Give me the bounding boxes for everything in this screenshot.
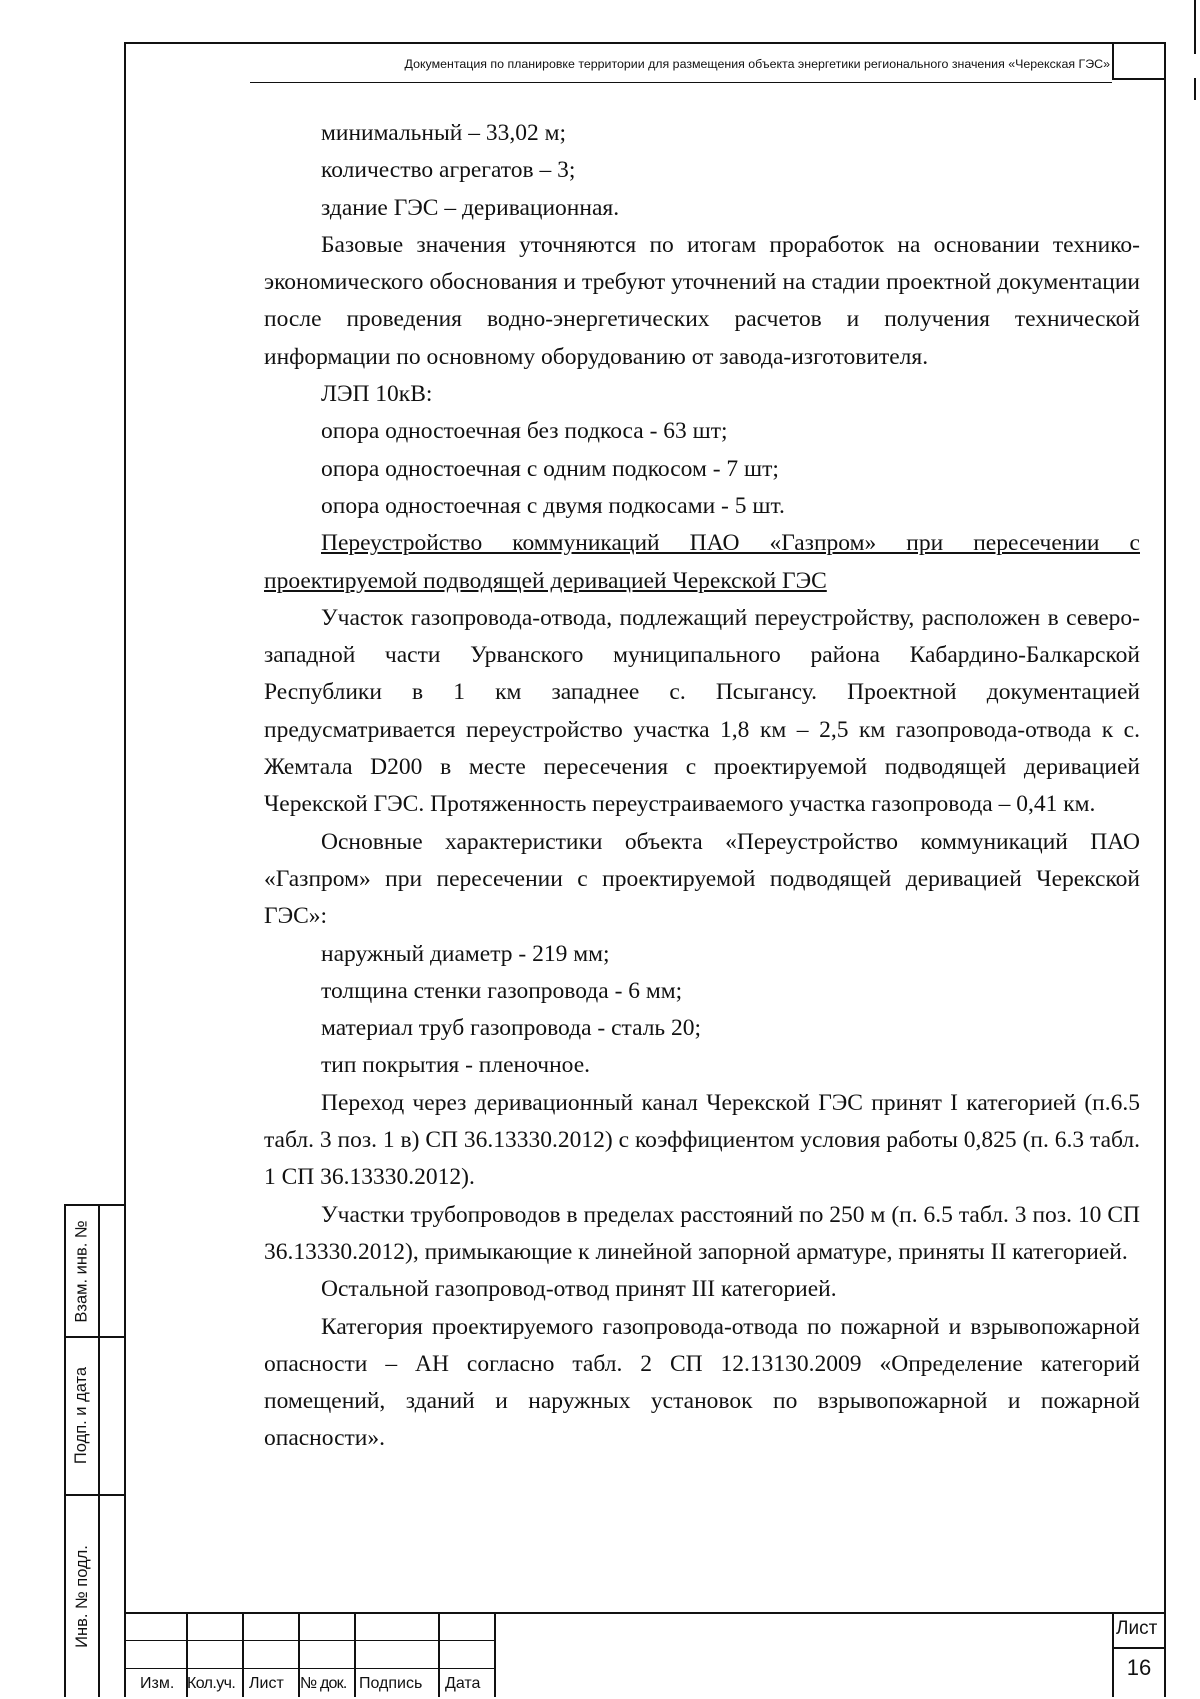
list-item: материал труб газопровода - сталь 20; bbox=[321, 1015, 702, 1042]
col-kol-uch: Кол.уч. bbox=[187, 1675, 236, 1692]
col-date: Дата bbox=[445, 1675, 481, 1692]
body-paragraph: Переход через деривационный канал Черекской ГЭС принят I категорией (п.6.5 табл. 3 поз. 1 в) СП 36.13330.2012) с коэффициентом условия работы 0,825 (п. 6.3 табл. 1 СП 36.13330.2012). bbox=[264, 1089, 1140, 1191]
body-paragraph: Базовые значения уточняются по итогам проработок на основании технико-экономического обоснования и требуют уточнений на стадии проектной документации после проведения водно-энергетических расчетов и получения технической информации по основному оборудованию от завода-изготовителя. bbox=[264, 231, 1140, 370]
title-block-divider bbox=[494, 1612, 496, 1697]
list-item: тип покрытия - пленочное. bbox=[321, 1052, 590, 1079]
sheet-label: Лист bbox=[1116, 1618, 1158, 1639]
list-item: количество агрегатов – 3; bbox=[321, 157, 576, 184]
list-item: опора одностоечная с двумя подкосами - 5 шт. bbox=[321, 492, 785, 519]
list-item: наружный диаметр - 219 мм; bbox=[321, 940, 610, 967]
title-block-divider bbox=[438, 1612, 440, 1697]
sign-date-label: Подп. и дата bbox=[72, 1366, 91, 1464]
header-corner-box bbox=[1112, 42, 1164, 80]
col-signature: Подпись bbox=[359, 1675, 423, 1692]
section-heading: Переустройство коммуникаций ПАО «Газпром» при пересечении с проектируемой подводящей деривацией Черекской ГЭС bbox=[264, 530, 1140, 594]
col-doc-no: № док. bbox=[300, 1675, 347, 1692]
side-stamp-divider bbox=[98, 1206, 100, 1697]
title-block-divider bbox=[242, 1612, 244, 1697]
scan-edge-mark bbox=[1194, 0, 1196, 54]
header-rule bbox=[250, 82, 1112, 83]
sheet-box-rule bbox=[1112, 1647, 1166, 1649]
title-block-top-rule bbox=[124, 1612, 1166, 1614]
body-paragraph: Участки трубопроводов в пределах расстояний по 250 м (п. 6.5 табл. 3 поз. 10 СП 36.13330.2012), примыкающие к линейной запорной арматуре, приняты II категорией. bbox=[264, 1201, 1140, 1265]
body-paragraph: Категория проектируемого газопровода-отвода по пожарной и взрывопожарной опасности – АН согласно табл. 2 СП 12.13130.2009 «Определение категорий помещений, зданий и наружных установок по взрывопожарной и пожарной опасности». bbox=[264, 1313, 1140, 1452]
list-item: толщина стенки газопровода - 6 мм; bbox=[321, 977, 683, 1004]
list-item: минимальный – 33,02 м; bbox=[321, 120, 566, 146]
document-header: Документация по планировке территории для размещения объекта энергетики регионального значения «Черекская ГЭС» bbox=[404, 57, 1110, 71]
sheet-number: 16 bbox=[1126, 1655, 1152, 1680]
body-paragraph: Остальной газопровод-отвод принят III категорией. bbox=[321, 1276, 837, 1303]
list-item: опора одностоечная без подкоса - 63 шт; bbox=[321, 418, 728, 445]
scan-edge-mark bbox=[1194, 78, 1196, 100]
list-item: опора одностоечная с одним подкосом - 7 шт; bbox=[321, 455, 779, 482]
col-izm: Изм. bbox=[140, 1675, 175, 1692]
body-paragraph: Основные характеристики объекта «Переустройство коммуникаций ПАО «Газпром» при пересечении с проектируемой подводящей деривацией Черекской ГЭС»: bbox=[264, 828, 1140, 930]
list-item: ЛЭП 10кВ: bbox=[321, 381, 433, 408]
col-list: Лист bbox=[249, 1675, 284, 1692]
document-body bbox=[264, 115, 1140, 1458]
list-item: здание ГЭС – деривационная. bbox=[321, 194, 620, 221]
inv-podl-label: Инв. № подл. bbox=[72, 1545, 91, 1648]
body-paragraph: Участок газопровода-отвода, подлежащий переустройству, расположен в северо-западной части Урванского муниципального района Кабардино-Балкарской Республики в 1 км западнее с. Псыгансу. Проектной документацией предусматривается переустройство участка 1,8 км – 2,5 км газопровода-отвода к с. Жемтала D200 в месте пересечения с проектируемой подводящей деривацией Черекской ГЭС. Протяженность переустраиваемого участка газопровода – 0,41 км. bbox=[264, 604, 1140, 818]
vzam-inv-label: Взам. инв. № bbox=[72, 1219, 91, 1323]
title-block-divider bbox=[354, 1612, 356, 1697]
side-stamp bbox=[64, 1204, 124, 1697]
